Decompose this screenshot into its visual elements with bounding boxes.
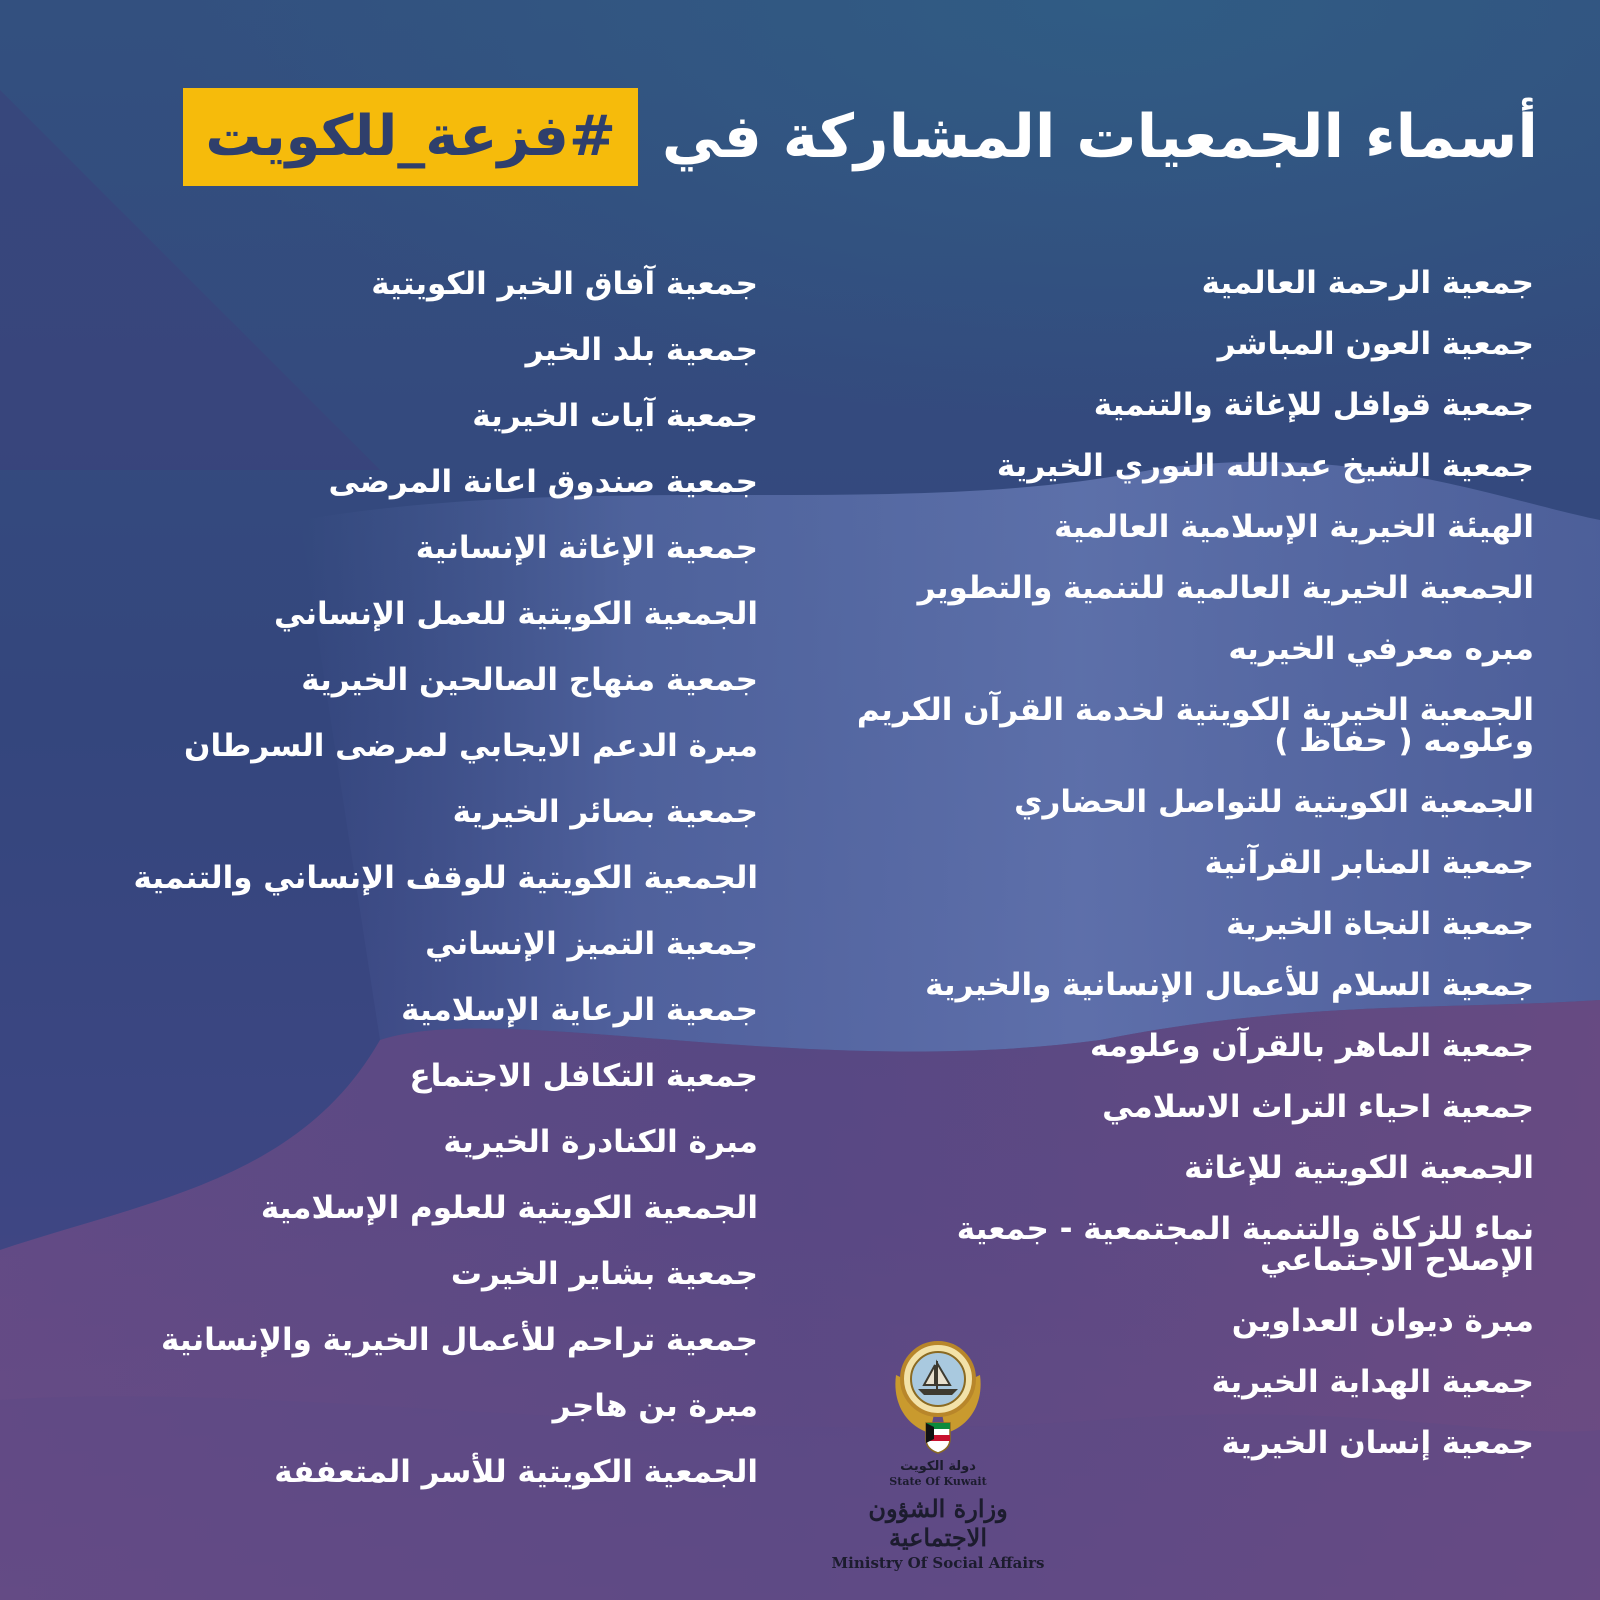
list-item: الجمعية الكويتية للتواصل الحضاري	[1014, 784, 1534, 820]
list-item: جمعية الإغاثة الإنسانية	[415, 530, 758, 566]
associations-list-right	[814, 265, 1534, 1489]
list-item: الجمعية الكويتية للإغاثة	[1184, 1150, 1534, 1186]
list-item: جمعية منهاج الصالحين الخيرية	[301, 662, 758, 698]
list-item: جمعية التميز الإنساني	[425, 926, 758, 962]
list-item: جمعية السلام للأعمال الإنسانية والخيرية	[925, 967, 1534, 1003]
list-item: جمعية صندوق اعانة المرضى	[328, 464, 758, 500]
title-row	[183, 88, 1538, 186]
list-item: جمعية تراحم للأعمال الخيرية والإنسانية	[160, 1322, 758, 1358]
list-item: الجمعية الكويتية للعمل الإنساني	[274, 596, 758, 632]
state-name-english: State Of Kuwait	[889, 1475, 987, 1488]
list-item: الجمعية الخيرية الكويتية لخدمة القرآن الكريم وعلومه ( حفاظ )	[856, 692, 1534, 759]
list-item: جمعية احياء التراث الاسلامي	[1102, 1089, 1534, 1125]
list-item: جمعية آفاق الخير الكويتية	[371, 266, 758, 302]
list-item: جمعية بلد الخير	[525, 332, 758, 368]
list-item: جمعية الرحمة العالمية	[1201, 265, 1534, 301]
list-item: الجمعية الخيرية العالمية للتنمية والتطوير	[917, 570, 1534, 606]
hashtag-badge	[183, 88, 638, 186]
list-item: نماء للزكاة والتنمية المجتمعية - جمعية الإصلاح الاجتماعي	[956, 1211, 1534, 1278]
associations-list-left	[18, 268, 758, 1522]
state-of-kuwait-emblem-icon	[888, 1335, 988, 1455]
list-item: جمعية بصائر الخيرية	[452, 794, 758, 830]
list-item: جمعية بشاير الخيرت	[450, 1256, 758, 1292]
list-item: مبرة ديوان العداوين	[1231, 1303, 1534, 1339]
list-item: جمعية قوافل للإغاثة والتنمية	[1093, 387, 1534, 423]
page-title: أسماء الجمعيات المشاركة في	[661, 102, 1538, 172]
list-item: جمعية الماهر بالقرآن وعلومه	[1089, 1028, 1534, 1064]
ministry-name-english: Ministry Of Social Affairs	[831, 1554, 1045, 1572]
list-item: مبرة بن هاجر	[552, 1388, 758, 1424]
list-item: جمعية الهداية الخيرية	[1211, 1364, 1534, 1400]
hashtag-label: #فزعة_للكويت	[205, 104, 616, 169]
list-item: الجمعية الكويتية للأسر المتعففة	[274, 1454, 758, 1490]
list-item: جمعية الرعاية الإسلامية	[401, 992, 758, 1028]
list-item: الجمعية الكويتية للعلوم الإسلامية	[260, 1190, 758, 1226]
list-item: مبرة الكنادرة الخيرية	[443, 1124, 758, 1160]
list-item: جمعية النجاة الخيرية	[1226, 906, 1534, 942]
list-item: مبره معرفي الخيريه	[1228, 631, 1534, 667]
list-item: جمعية المنابر القرآنية	[1204, 845, 1534, 881]
list-item: جمعية العون المباشر	[1217, 326, 1534, 362]
list-item: الهيئة الخيرية الإسلامية العالمية	[1054, 509, 1534, 545]
list-item: جمعية إنسان الخيرية	[1221, 1425, 1534, 1461]
ministry-logo	[818, 1335, 1058, 1572]
list-item: مبرة الدعم الايجابي لمرضى السرطان	[183, 728, 758, 764]
list-item: جمعية الشيخ عبدالله النوري الخيرية	[996, 448, 1534, 484]
list-item: جمعية آيات الخيرية	[472, 398, 758, 434]
list-item: الجمعية الكويتية للوقف الإنساني والتنمية	[133, 860, 758, 896]
state-name-arabic: دولة الكويت	[900, 1459, 976, 1474]
list-item: جمعية التكافل الاجتماع	[409, 1058, 758, 1094]
ministry-name-arabic: وزارة الشؤون الاجتماعية	[868, 1494, 1008, 1552]
